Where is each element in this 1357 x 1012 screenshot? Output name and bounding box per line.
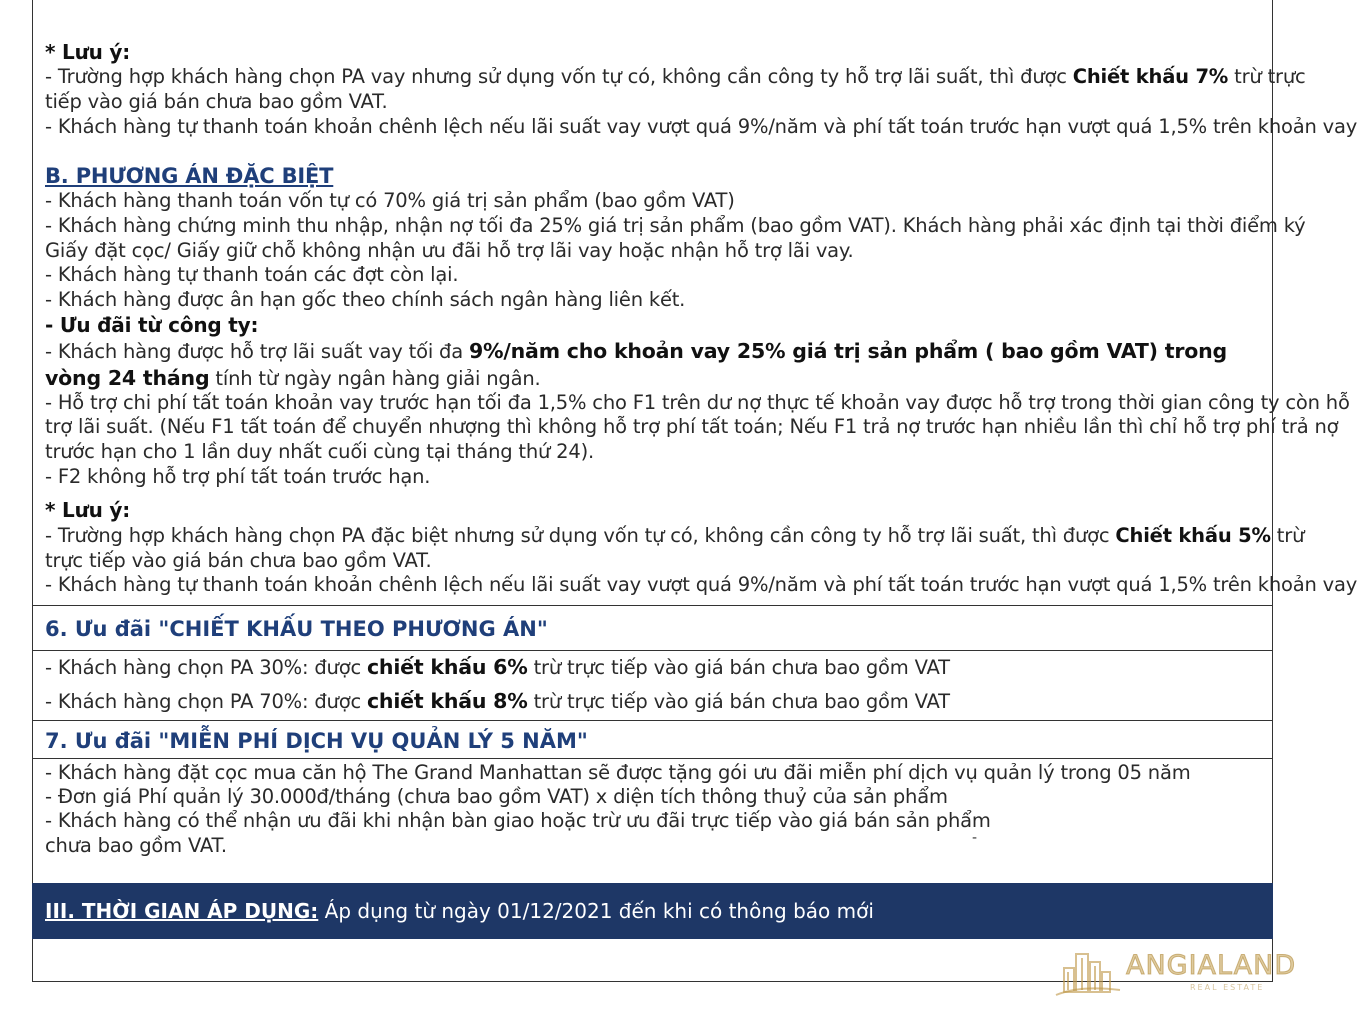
section7-title: 7. Ưu đãi "MIỄN PHÍ DỊCH VỤ QUẢN LÝ 5 NĂM" (45, 729, 588, 753)
section6-title: 6. Ưu đãi "CHIẾT KHẤU THEO PHƯƠNG ÁN" (45, 617, 548, 641)
watermark-sub: REAL ESTATE (1190, 983, 1265, 992)
watermark-brand: ANGIALAND (1126, 950, 1297, 981)
divider (32, 605, 1273, 606)
section-b-line2: - Khách hàng chứng minh thu nhập, nhận nợ tối đa 25% giá trị sản phẩm (bao gồm VAT). Khách hàng phải xác định tại thời điểm ký (45, 214, 1306, 237)
section-b-line5: - Khách hàng được ân hạn gốc theo chính sách ngân hàng liên kết. (45, 288, 686, 311)
section-b-line1: - Khách hàng thanh toán vốn tự có 70% giá trị sản phẩm (bao gồm VAT) (45, 189, 735, 212)
note2-line1: - Trường hợp khách hàng chọn PA đặc biệt nhưng sử dụng vốn tự có, không cần công ty hỗ trợ lãi suất, thì được Chiết khấu 5% trừ (45, 524, 1305, 547)
note1-line1: - Trường hợp khách hàng chọn PA vay nhưng sử dụng vốn tự có, không cần công ty hỗ trợ lãi suất, thì được Chiết khấu 7% trừ trực (45, 65, 1306, 88)
company-offer-line1: - Khách hàng được hỗ trợ lãi suất vay tối đa 9%/năm cho khoản vay 25% giá trị sản phẩm ( bao gồm VAT) trong (45, 339, 1228, 363)
discount-5-text: Chiết khấu 5% (1115, 524, 1271, 547)
section6-row1: - Khách hàng chọn PA 30%: được chiết khấu 6% trừ trực tiếp vào giá bán chưa bao gồm VAT (45, 655, 950, 679)
footer-label: III. THỜI GIAN ÁP DỤNG: (45, 899, 319, 923)
note1-title: * Lưu ý: (45, 40, 131, 64)
section-b-line3: Giấy đặt cọc/ Giấy giữ chỗ không nhận ưu đãi hỗ trợ lãi vay hoặc nhận hỗ trợ lãi vay. (45, 239, 854, 262)
stray-dash: - (972, 830, 978, 846)
section7-line2: - Đơn giá Phí quản lý 30.000đ/tháng (chưa bao gồm VAT) x diện tích thông thuỷ của sản phẩm (45, 785, 948, 808)
divider (32, 650, 1273, 651)
section-b-line4: - Khách hàng tự thanh toán các đợt còn lại. (45, 263, 459, 286)
company-offer-line2: vòng 24 tháng tính từ ngày ngân hàng giải ngân. (45, 366, 541, 390)
divider (32, 720, 1273, 721)
divider (32, 758, 1273, 759)
note1-line2: tiếp vào giá bán chưa bao gồm VAT. (45, 90, 388, 113)
footer-text (45, 897, 874, 925)
footer-value: Áp dụng từ ngày 01/12/2021 đến khi có thông báo mới (318, 899, 874, 923)
company-offer-line5: trước hạn cho 1 lần duy nhất cuối cùng tại tháng thứ 24). (45, 440, 594, 463)
note2-line2: trực tiếp vào giá bán chưa bao gồm VAT. (45, 549, 432, 572)
note2-line3: - Khách hàng tự thanh toán khoản chênh lệch nếu lãi suất vay vượt quá 9%/năm và phí tất toán trước hạn vượt quá 1,5% trên khoản vay (45, 573, 1357, 596)
company-offer-line6: - F2 không hỗ trợ phí tất toán trước hạn. (45, 465, 431, 488)
section7-line4: chưa bao gồm VAT. (45, 834, 227, 857)
note2-title: * Lưu ý: (45, 498, 131, 522)
section7-line3: - Khách hàng có thể nhận ưu đãi khi nhận bàn giao hoặc trừ ưu đãi trực tiếp vào giá bán sản phẩm (45, 809, 991, 832)
section-b-heading: B. PHƯƠNG ÁN ĐẶC BIỆT (45, 164, 334, 188)
section7-line1: - Khách hàng đặt cọc mua căn hộ The Grand Manhattan sẽ được tặng gói ưu đãi miễn phí dịch vụ quản lý trong 05 năm (45, 761, 1191, 784)
company-offer-line3: - Hỗ trợ chi phí tất toán khoản vay trước hạn tối đa 1,5% cho F1 trên dư nợ thực tế khoản vay được hỗ trợ trong thời gian công ty còn hỗ (45, 391, 1350, 414)
note1-line3: - Khách hàng tự thanh toán khoản chênh lệch nếu lãi suất vay vượt quá 9%/năm và phí tất toán trước hạn vượt quá 1,5% trên khoản vay (45, 115, 1357, 138)
company-offer-title: - Ưu đãi từ công ty: (45, 313, 259, 337)
discount-7-text: Chiết khấu 7% (1072, 65, 1229, 88)
company-offer-line4: trợ lãi suất. (Nếu F1 tất toán để chuyển nhượng thì không hỗ trợ phí tất toán; Nếu F1 trả nợ trước hạn nhiều lần thì chỉ hỗ trợ phí trả nợ (45, 415, 1339, 438)
section6-row2: - Khách hàng chọn PA 70%: được chiết khấu 8% trừ trực tiếp vào giá bán chưa bao gồm VAT (45, 689, 950, 713)
